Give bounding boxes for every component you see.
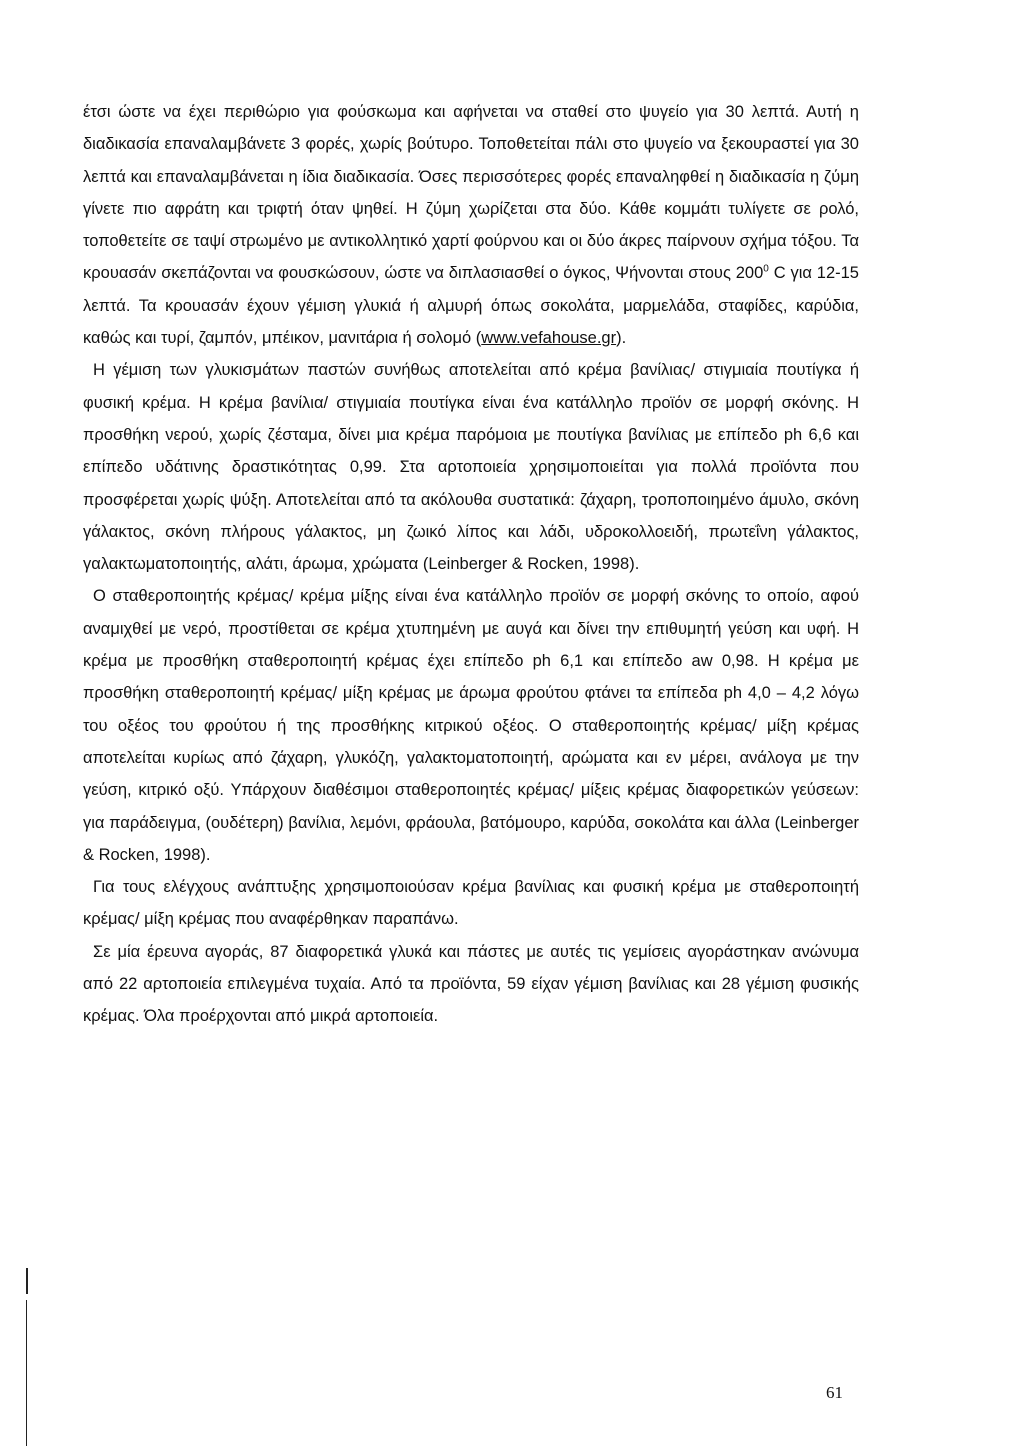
paragraph-text: ).: [616, 329, 627, 348]
degree-superscript: 0: [763, 263, 769, 275]
paragraph-growth-tests: Για τους ελέγχους ανάπτυξης χρησιμοποιούσαν κρέμα βανίλιας και φυσική κρέμα με σταθεροποιητή κρέμας/ μίξη κρέμας που αναφέρθηκαν παραπάνω.: [83, 878, 859, 929]
source-link[interactable]: www.vefahouse.gr: [481, 329, 617, 348]
paragraph-text: C για 12-15 λεπτά. Τα κρουασάν έχουν γέμιση γλυκιά ή αλμυρή όπως σοκολάτα, μαρμελάδα, σταφίδες, καρύδια, καθώς και τυρί, ζαμπόν, μπέικον, μανιτάρια ή σολομό (: [83, 264, 859, 348]
scan-edge-mark: [26, 1300, 27, 1446]
paragraph-vanilla-cream: Η γέμιση των γλυκισμάτων παστών συνήθως αποτελείται από κρέμα βανίλιας/ στιγμιαία πουτίγκα ή φυσική κρέμα. Η κρέμα βανίλια/ στιγμιαία πουτίγκα είναι ένα κατάλληλο προϊόν σε μορφή σκόνης. Η προσθήκη νερού, χωρίς ζέσταμα, δίνει μια κρέμα παρόμοια με πουτίγκα βανίλιας με επίπεδο ph 6,6 και επίπεδο υδάτινης δραστικότητας 0,99. Στα αρτοποιεία χρησιμοποιείται για πολλά προϊόντα που προσφέρεται χωρίς ψύξη. Αποτελείται από τα ακόλουθα συστατικά: ζάχαρη, τροποποιημένο άμυλο, σκόνη γάλακτος, σκόνη πλήρους γάλακτος, μη ζωικό λίπος και λάδι, υδροκολλοειδή, πρωτεΐνη γάλακτος, γαλακτωματοποιητής, αλάτι, άρωμα, χρώματα (Leinberger & Rocken, 1998).: [83, 361, 859, 574]
page-number: 61: [826, 1383, 843, 1402]
paragraph-market-survey: Σε μία έρευνα αγοράς, 87 διαφορετικά γλυκά και πάστες με αυτές τις γεμίσεις αγοράστηκαν ανώνυμα από 22 αρτοποιεία επιλεγμένα τυχαία. Από τα προϊόντα, 59 είχαν γέμιση βανίλιας και 28 γέμιση φυσικής κρέμας. Όλα προέρχονται από μικρά αρτοποιεία.: [83, 942, 859, 1026]
paragraph-cream-stabilizer: Ο σταθεροποιητής κρέμας/ κρέμα μίξης είναι ένα κατάλληλο προϊόν σε μορφή σκόνης το οποίο, αφού αναμιχθεί με νερό, προστίθεται σε κρέμα χτυπημένη με αυγά και δίνει την επιθυμητή γεύση και υφή. Η κρέμα με προσθήκη σταθεροποιητή κρέμας έχει επίπεδο ph 6,1 και επίπεδο aw 0,98. Η κρέμα με προσθήκη σταθεροποιητή κρέμας/ μίξη κρέμας με άρωμα φρούτου φτάνει τα επίπεδα ph 4,0 – 4,2 λόγω του οξέος του φρούτου ή της προσθήκης κιτρικού οξέος. Ο σταθεροποιητής κρέμας/ μίξη κρέμας αποτελείται κυρίως από ζάχαρη, γλυκόζη, γαλακτοματοποιητή, αρώματα και εν μέρει, ανάλογα με την γεύση, κιτρικό οξύ. Υπάρχουν διαθέσιμοι σταθεροποιητές κρέμας/ μίξεις κρέμας διαφορετικών γεύσεων: για παράδειγμα, (ουδέτερη) βανίλια, λεμόνι, φράουλα, βατόμουρο, καρύδα, σοκολάτα και άλλα (Leinberger & Rocken, 1998).: [83, 587, 859, 864]
paragraph-text: έτσι ώστε να έχει περιθώριο για φούσκωμα και αφήνεται να σταθεί στο ψυγείο για 30 λεπτά. Αυτή η διαδικασία επαναλαμβάνετε 3 φορές, χωρίς βούτυρο. Τοποθετείται πάλι στο ψυγείο να ξεκουραστεί για 30 λεπτά και επαναλαμβάνεται η ίδια διαδικασία. Όσες περισσότερες φορές επαναληφθεί η διαδικασία η ζύμη γίνετε πιο αφράτη και τριφτή όταν ψηθεί. Η ζύμη χωρίζεται στα δύο. Κάθε κομμάτι τυλίγετε σε ρολό, τοποθετείτε σε ταψί στρωμένο με αντικολλητικό χαρτί φούρνου και οι δύο άκρες παίρνουν σχήμα τόξου. Τα κρουασάν σκεπάζονται να φουσκώσουν, ώστε να διπλασιασθεί ο όγκος, Ψήνονται στους 200: [83, 103, 859, 283]
body-text: [83, 96, 859, 1033]
paragraph-croissant-preparation: [83, 96, 859, 354]
scan-edge-mark: [26, 1268, 28, 1294]
